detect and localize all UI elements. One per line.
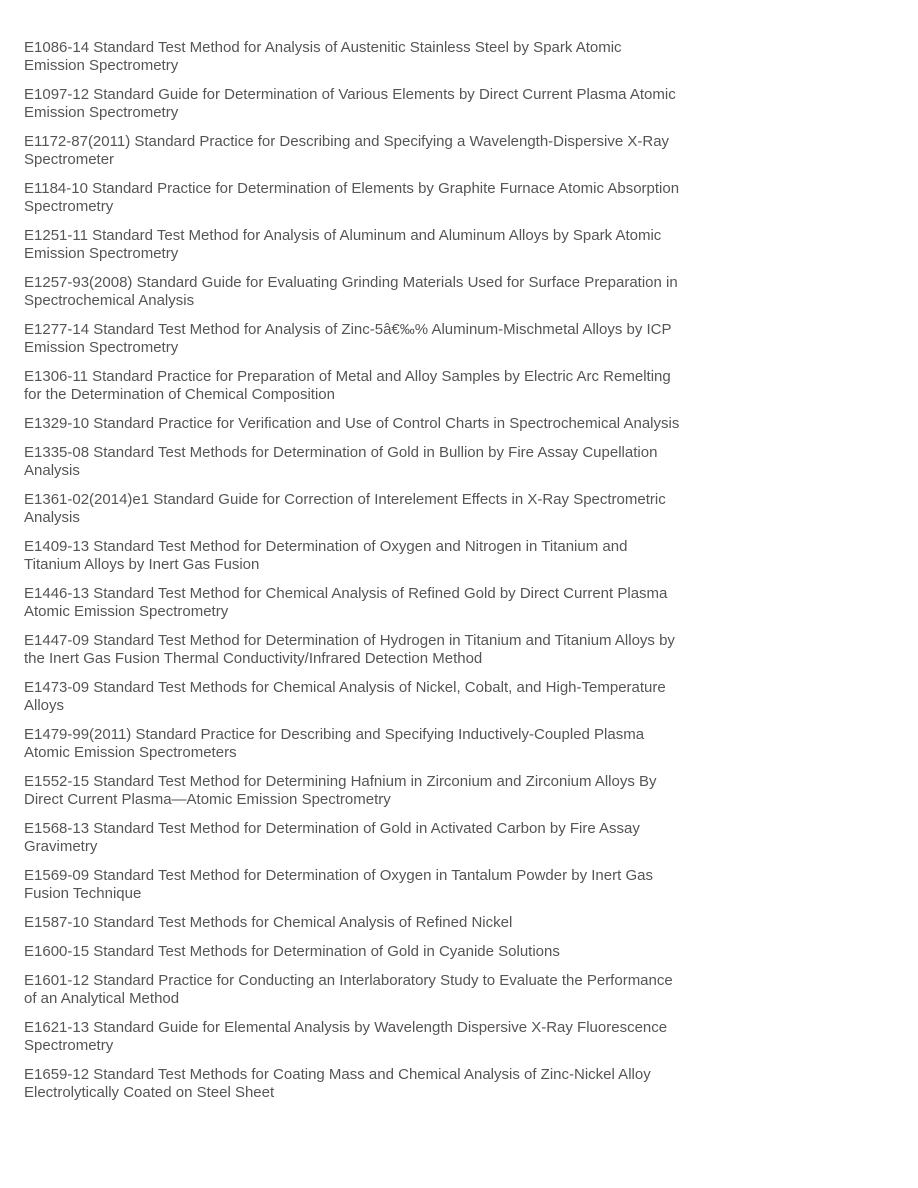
list-item: E1251-11 Standard Test Method for Analysis of Aluminum and Aluminum Alloys by Spark Atomic Emission Spectrometry bbox=[24, 227, 662, 262]
list-item: E1473-09 Standard Test Methods for Chemical Analysis of Nickel, Cobalt, and High-Temperature Alloys bbox=[24, 679, 666, 714]
list-item: E1552-15 Standard Test Method for Determining Hafnium in Zirconium and Zirconium Alloys By Direct Current Plasma—Atomic Emission Spectrometry bbox=[24, 773, 657, 808]
list-item: E1277-14 Standard Test Method for Analysis of Zinc-5â€‰% Aluminum-Mischmetal Alloys by ICP Emission Spectrometry bbox=[24, 321, 672, 356]
list-item: E1172-87(2011) Standard Practice for Describing and Specifying a Wavelength-Dispersive X-Ray Spectrometer bbox=[24, 133, 670, 168]
list-item: E1409-13 Standard Test Method for Determination of Oxygen and Nitrogen in Titanium and Titanium Alloys by Inert Gas Fusion bbox=[24, 538, 628, 573]
list-item: E1587-10 Standard Test Methods for Chemical Analysis of Refined Nickel bbox=[24, 914, 513, 931]
list-item: E1329-10 Standard Practice for Verification and Use of Control Charts in Spectrochemical Analysis bbox=[24, 415, 680, 432]
list-item: E1086-14 Standard Test Method for Analysis of Austenitic Stainless Steel by Spark Atomic Emission Spectrometry bbox=[24, 39, 622, 74]
list-item: E1479-99(2011) Standard Practice for Describing and Specifying Inductively-Coupled Plasma Atomic Emission Spectrometers bbox=[24, 726, 645, 761]
list-item: E1600-15 Standard Test Methods for Determination of Gold in Cyanide Solutions bbox=[24, 943, 560, 960]
list-item: E1335-08 Standard Test Methods for Determination of Gold in Bullion by Fire Assay Cupellation Analysis bbox=[24, 444, 658, 479]
list-item: E1446-13 Standard Test Method for Chemical Analysis of Refined Gold by Direct Current Plasma Atomic Emission Spectrometry bbox=[24, 585, 668, 620]
list-item: E1569-09 Standard Test Method for Determination of Oxygen in Tantalum Powder by Inert Gas Fusion Technique bbox=[24, 867, 653, 902]
list-item: E1621-13 Standard Guide for Elemental Analysis by Wavelength Dispersive X-Ray Fluorescence Spectrometry bbox=[24, 1019, 668, 1054]
standards-list bbox=[24, 39, 684, 1113]
list-item: E1361-02(2014)e1 Standard Guide for Correction of Interelement Effects in X-Ray Spectrometric Analysis bbox=[24, 491, 666, 526]
list-item: E1447-09 Standard Test Method for Determination of Hydrogen in Titanium and Titanium Alloys by the Inert Gas Fusion Thermal Conductivity/Infrared Detection Method bbox=[24, 632, 675, 667]
list-item: E1306-11 Standard Practice for Preparation of Metal and Alloy Samples by Electric Arc Remelting for the Determination of Chemical Composition bbox=[24, 368, 671, 403]
list-item: E1257-93(2008) Standard Guide for Evaluating Grinding Materials Used for Surface Preparation in Spectrochemical Analysis bbox=[24, 274, 678, 309]
list-item: E1568-13 Standard Test Method for Determination of Gold in Activated Carbon by Fire Assay Gravimetry bbox=[24, 820, 640, 855]
list-item: E1659-12 Standard Test Methods for Coating Mass and Chemical Analysis of Zinc-Nickel Alloy Electrolytically Coated on Steel Sheet bbox=[24, 1066, 651, 1101]
list-item: E1097-12 Standard Guide for Determination of Various Elements by Direct Current Plasma Atomic Emission Spectrometry bbox=[24, 86, 676, 121]
list-item: E1184-10 Standard Practice for Determination of Elements by Graphite Furnace Atomic Absorption Spectrometry bbox=[24, 180, 680, 215]
list-item: E1601-12 Standard Practice for Conducting an Interlaboratory Study to Evaluate the Performance of an Analytical Method bbox=[24, 972, 673, 1007]
